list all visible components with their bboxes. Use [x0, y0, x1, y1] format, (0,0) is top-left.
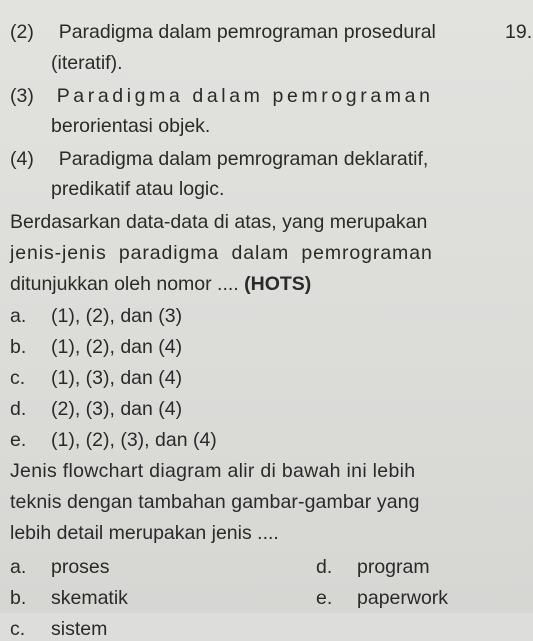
- statement-2-continuation: (iteratif).: [51, 52, 123, 74]
- statement-text: Paradigma dalam pemrograman: [56, 85, 434, 107]
- statement-4-continuation: predikatif atau logic.: [51, 178, 225, 200]
- option-text: paperwork: [357, 587, 449, 609]
- statement-number: (4): [10, 148, 34, 170]
- option-label: a.: [10, 305, 27, 327]
- option-label: e.: [10, 429, 27, 451]
- option-text: (1), (2), dan (3): [51, 305, 183, 327]
- option-label: c.: [10, 367, 26, 389]
- statement-3-continuation: berorientasi objek.: [51, 115, 211, 137]
- option-label: a.: [10, 556, 27, 578]
- option-label: b.: [10, 587, 27, 609]
- option-text: skematik: [51, 587, 128, 609]
- option-text: proses: [51, 556, 110, 578]
- statement-number: (3): [10, 85, 34, 107]
- option-label: d.: [316, 556, 333, 578]
- statement-2: [10, 20, 436, 44]
- statement-4: [10, 147, 428, 171]
- option-text: (1), (3), dan (4): [51, 367, 183, 389]
- question-number: 19.: [505, 21, 533, 43]
- option-text: program: [357, 556, 430, 578]
- option-label: c.: [10, 618, 26, 640]
- question-stem-line: Jenis flowchart diagram alir di bawah ini lebih: [10, 460, 416, 482]
- statement-text: Paradigma dalam pemrograman deklaratif,: [58, 148, 429, 170]
- option-text: sistem: [51, 618, 108, 640]
- question-stem-line: jenis-jenis paradigma dalam pemrograman: [10, 242, 433, 264]
- option-label: d.: [10, 398, 27, 420]
- statement-3: [10, 84, 434, 108]
- question-stem-line: Berdasarkan data-data di atas, yang merupakan: [10, 211, 428, 233]
- option-text: (1), (2), (3), dan (4): [51, 429, 217, 451]
- question-stem-text: ditunjukkan oleh nomor ....: [10, 273, 245, 295]
- hots-tag: (HOTS): [244, 273, 312, 295]
- option-label: e.: [316, 587, 333, 609]
- option-label: b.: [10, 336, 27, 358]
- question-stem-line: teknis dengan tambahan gambar-gambar yang: [10, 491, 420, 513]
- question-stem-line: lebih detail merupakan jenis ....: [10, 522, 279, 544]
- statement-text: Paradigma dalam pemrograman prosedural: [58, 21, 436, 43]
- option-text: (1), (2), dan (4): [51, 336, 183, 358]
- question-stem-line: [10, 272, 311, 296]
- statement-number: (2): [10, 21, 34, 43]
- option-text: (2), (3), dan (4): [51, 398, 183, 420]
